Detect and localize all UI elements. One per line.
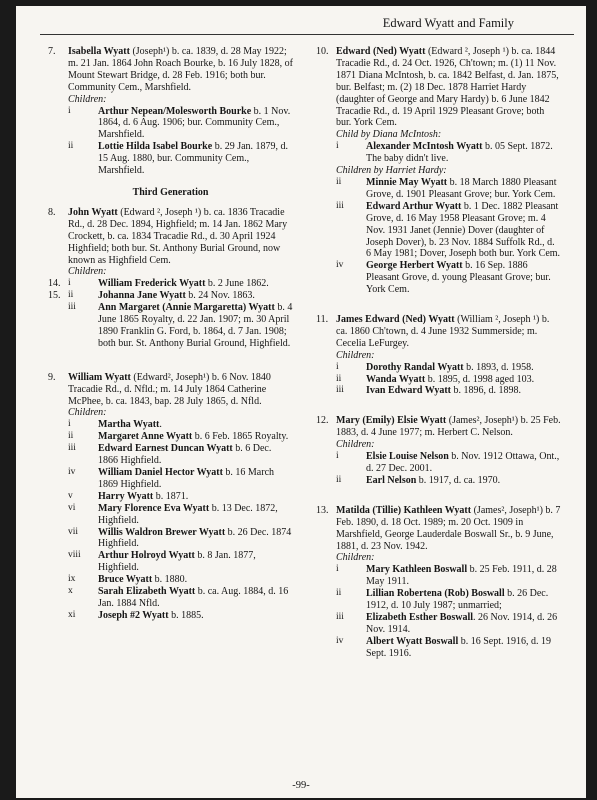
entry-name: Mary (Emily) Elsie Wyatt xyxy=(336,415,447,427)
entry-number: 11. xyxy=(316,314,329,326)
child-item: i Arthur Nepean/Molesworth Bourke b. 1 Nov. 1864, d. 6 Aug. 1906; bur. Community Cem., Marshfield. xyxy=(68,105,291,141)
entry-text: (Joseph¹) b. ca. 1839, d. 28 May 1922; m. 21 Jan. 1864 John Roach Bourke, b. 16 July 1828, of Mount Stewart Bridge, d. 28 Feb. 1916; both bur. Community Cem., Marshfield. xyxy=(68,46,293,93)
entry-7 xyxy=(48,46,293,94)
children-label: Child by Diana McIntosh: xyxy=(336,129,442,141)
entry-number: 9. xyxy=(48,371,56,383)
child-item: iv William Daniel Hector Wyatt b. 16 March 1869 Highfield. xyxy=(68,467,275,490)
entry-13 xyxy=(316,505,561,553)
entry-text: (Edward², Joseph¹) b. 6 Nov. 1840 Tracadie Rd., d. Nfld.; m. 14 July 1864 Catherine McPhee, b. ca. 1843, bap. 28 July 1865, d. Nfld. xyxy=(68,371,271,407)
children-label: Children: xyxy=(68,93,107,105)
entry-text: (Edward ², Joseph ¹) b. ca. 1836 Tracadie Rd., d. 28 Dec. 1894, Highfield; m. 14 Jan. 1862 Mary Crockett, b. ca. 1834 Tracadie Rd., d. 30 April 1924 Highfield; both bur. St. Anthony Burial Ground, now known as Highfield Cem. xyxy=(68,206,288,266)
entry-text: (James², Joseph¹) b. 25 Feb. 1883, d. 4 June 1977; m. Herbert C. Nelson. xyxy=(336,415,561,439)
entry-9 xyxy=(48,372,293,408)
child-item: x Sarah Elizabeth Wyatt b. ca. Aug. 1884, d. 16 Jan. 1884 Nfld. xyxy=(68,586,289,609)
child-item: iii Elizabeth Esther Boswall. 26 Nov. 1914, d. 26 Nov. 1914. xyxy=(336,611,558,635)
children-label: Children: xyxy=(68,407,107,419)
child-item: ii Margaret Anne Wyatt b. 6 Feb. 1865 Royalty. xyxy=(68,431,289,443)
children-label: Children by Harriet Hardy: xyxy=(336,165,447,177)
children-label: Children: xyxy=(336,552,375,564)
left-column xyxy=(48,46,293,622)
child-item: iii Edward Arthur Wyatt b. 1 Dec. 1882 Pleasant Grove, d. 16 May 1958 Pleasant Grove; m. 4 Nov. 1931 Janet (Jennie) Dover (daughter of Joseph Dover), b. 23 Nov. 1884 Suffolk Rd., d. 6 May 1981; Dover, Joseph both bur. York Cem. xyxy=(336,200,561,260)
child-item: xi Joseph #2 Wyatt b. 1885. xyxy=(68,609,204,621)
children-label: Children: xyxy=(336,349,375,361)
entry-name: Matilda (Tillie) Kathleen Wyatt xyxy=(336,504,472,516)
children-label: Children: xyxy=(68,266,107,278)
entry-name: Isabella Wyatt xyxy=(68,46,130,57)
child-item: ix Bruce Wyatt b. 1880. xyxy=(68,574,188,586)
entry-10 xyxy=(316,46,561,129)
entry-name: Edward (Ned) Wyatt xyxy=(336,46,426,57)
header-title: Edward Wyatt and Family xyxy=(382,16,514,30)
entry-number: 8. xyxy=(48,206,56,218)
child-item: v Harry Wyatt b. 1871. xyxy=(68,490,189,502)
entry-11 xyxy=(316,314,561,350)
document-page xyxy=(16,6,586,798)
entry-8 xyxy=(48,207,293,267)
child-item: ii Minnie May Wyatt b. 18 March 1880 Pleasant Grove, d. 1901 Pleasant Grove; bur. York Cem. xyxy=(336,176,557,200)
entry-12 xyxy=(316,415,561,439)
running-header xyxy=(40,12,574,35)
entry-text: (William ², Joseph ¹) b. ca. 1860 Ch'town, d. 4 June 1932 Summerside; m. Cecelia LeFurgey. xyxy=(336,314,550,349)
entry-name: John Wyatt xyxy=(68,206,118,218)
children-label: Children: xyxy=(336,439,375,451)
child-item: i Alexander McIntosh Wyatt b. 05 Sept. 1872. The baby didn't live. xyxy=(336,141,553,165)
entry-name: James Edward (Ned) Wyatt xyxy=(336,314,455,326)
page-number: -99- xyxy=(292,780,310,791)
child-item: iii Ann Margaret (Annie Margaretta) Wyatt b. 4 June 1865 Royalty, d. 22 Jan. 1907; m. 30 April 1890 Franklin G. Ford, b. 1864, d. 7 Jan. 1908; both bur. St. Anthony Burial Ground, Highfield. xyxy=(68,302,293,349)
entry-text: (Edward ², Joseph ¹) b. ca. 1844 Tracadie Rd., d. 24 Oct. 1926, Ch'town; m. (1) 11 Nov. 1871 Diana McIntosh, b. ca. 1842 Belfast, d. Jan. 1875, bur. Belfast; m. (2) 18 Dec. 1878 Harriet Hardy (daughter of George and Mary Hardy) b. 6 June 1842 Tracadie Rd., d. 19 April 1929 Pleasant Grove; both bur. York Cem. xyxy=(336,46,559,129)
section-heading: Third Generation xyxy=(132,186,209,198)
child-item: 14. i William Frederick Wyatt b. 2 June 1862. xyxy=(48,278,269,290)
child-item: 15. ii Johanna Jane Wyatt b. 24 Nov. 1863. xyxy=(48,290,255,302)
entry-number: 13. xyxy=(316,504,329,516)
entry-number: 10. xyxy=(316,46,329,57)
child-item: vii Willis Waldron Brewer Wyatt b. 26 Dec. 1874 Highfield. xyxy=(68,526,292,550)
child-item: ii Earl Nelson b. 1917, d. ca. 1970. xyxy=(336,474,501,486)
entry-name: William Wyatt xyxy=(68,371,131,383)
child-item: ii Lillian Robertena (Rob) Boswall b. 26 Dec. 1912, d. 10 July 1987; unmarried; xyxy=(336,588,549,612)
child-item: i Dorothy Randal Wyatt b. 1893, d. 1958. xyxy=(336,361,534,373)
child-item: viii Arthur Holroyd Wyatt b. 8 Jan. 1877, Highfield. xyxy=(68,550,256,574)
child-item: i Martha Wyatt. xyxy=(68,419,162,431)
child-item: ii Wanda Wyatt b. 1895, d. 1998 aged 103. xyxy=(336,373,535,385)
child-item: iii Edward Earnest Duncan Wyatt b. 6 Dec. 1866 Highfield. xyxy=(68,443,272,467)
entry-number: 12. xyxy=(316,415,329,427)
child-item: iii Ivan Edward Wyatt b. 1896, d. 1898. xyxy=(336,385,522,397)
right-column xyxy=(316,46,561,660)
child-item: iv Albert Wyatt Boswall b. 16 Sept. 1916, d. 19 Sept. 1916. xyxy=(336,635,551,659)
child-item: ii Lottie Hilda Isabel Bourke b. 29 Jan. 1879, d. 15 Aug. 1880, bur. Community Cem., Marshfield. xyxy=(68,141,289,177)
entry-number: 7. xyxy=(48,46,56,57)
entry-text: (James², Joseph¹) b. 7 Feb. 1890, d. 18 Oct. 1989; m. 20 Oct. 1909 in Marshfield, George Lauderdale Boswall Sr., b. 9 June, 1881, d. 23 Nov. 1942. xyxy=(336,504,561,552)
child-item: iv George Herbert Wyatt b. 16 Sep. 1886 Pleasant Grove, d. young Pleasant Grove; bur. York Cem. xyxy=(336,260,551,296)
child-item: vi Mary Florence Eva Wyatt b. 13 Dec. 1872, Highfield. xyxy=(68,502,278,526)
child-item: i Elsie Louise Nelson b. Nov. 1912 Ottawa, Ont., d. 27 Dec. 2001. xyxy=(336,451,560,474)
child-item: i Mary Kathleen Boswall b. 25 Feb. 1911, d. 28 May 1911. xyxy=(336,564,557,588)
